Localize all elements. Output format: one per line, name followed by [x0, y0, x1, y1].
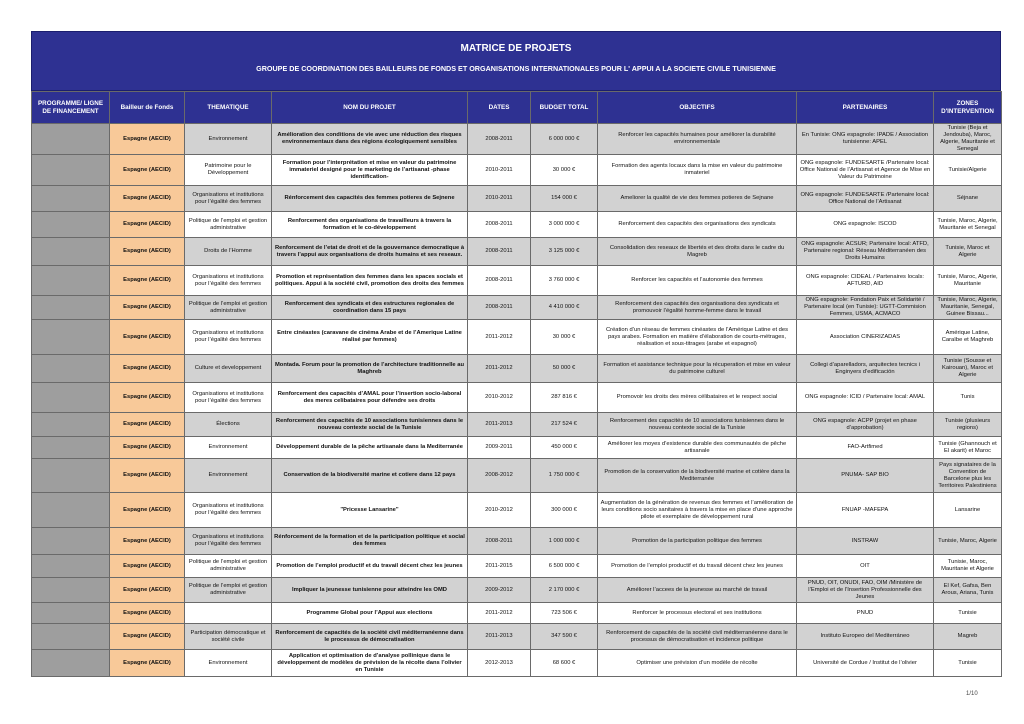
cell-projet: Promotion et représentation des femmes dans les spaces socials et politiques. Appui à la société civil, promotion des droits des femmes: [272, 266, 468, 296]
table-row: [32, 186, 1002, 212]
cell-programme: [32, 413, 110, 437]
table-row: [32, 296, 1002, 320]
table-row: [32, 528, 1002, 555]
cell-budget: 1 750 000 €: [531, 459, 598, 493]
cell-partenaires: Université de Cordue / Institut de l’olivier: [797, 650, 934, 677]
cell-programme: [32, 355, 110, 383]
page-title: MATRICE DE PROJETS: [460, 43, 572, 54]
cell-programme: [32, 238, 110, 266]
cell-objectifs: Promotion de la participation politique des femmes: [598, 528, 797, 555]
cell-bailleur: Espagne (AECID): [110, 266, 185, 296]
cell-partenaires: ONG espagnole: ACPP (projet en phase d’approbation): [797, 413, 934, 437]
cell-bailleur: Espagne (AECID): [110, 186, 185, 212]
cell-programme: [32, 383, 110, 413]
cell-objectifs: Création d’un réseau de femmes cinéastes de l’Amérique Latine et des pays arabes. Formation en matière d’élaboration de courts-métrages, réalisation et sous-titrages (arabe et espagnol): [598, 320, 797, 355]
cell-zones: Pays signataires de la Convention de Barcelone plus les Territoires Palestiniens: [934, 459, 1002, 493]
cell-dates: 2008-2011: [468, 124, 531, 155]
cell-zones: Amérique Latine, Caraïbe et Maghreb: [934, 320, 1002, 355]
cell-bailleur: Espagne (AECID): [110, 459, 185, 493]
cell-zones: Magreb: [934, 624, 1002, 650]
cell-thematique: Environnement: [185, 437, 272, 459]
cell-bailleur: Espagne (AECID): [110, 650, 185, 677]
cell-zones: Tunisie (Beja et Jendouba), Maroc, Algerie, Mauritanie et Senegal: [934, 124, 1002, 155]
col-header-budget: BUDGET TOTAL: [531, 92, 598, 124]
cell-dates: 2008-2011: [468, 212, 531, 238]
table-row: [32, 320, 1002, 355]
cell-zones: El Kef, Gafsa, Ben Arous, Ariana, Tunis: [934, 578, 1002, 603]
col-header-programme: PROGRAMME/ LIGNE DE FINANCEMENT: [32, 92, 110, 124]
cell-thematique: Organisations et institutions pour l’égalité des femmes: [185, 493, 272, 528]
cell-objectifs: Renforcement des capacités des organisations des syndicats et promouvoir l’égalité homme-femme dans le travail: [598, 296, 797, 320]
cell-objectifs: Consolidation des reseaux de libertés et des droits dans le cadre du Magreb: [598, 238, 797, 266]
table-row: [32, 124, 1002, 155]
cell-bailleur: Espagne (AECID): [110, 124, 185, 155]
cell-programme: [32, 650, 110, 677]
cell-bailleur: Espagne (AECID): [110, 383, 185, 413]
cell-budget: 723 506 €: [531, 603, 598, 624]
cell-zones: Tunisie: [934, 603, 1002, 624]
cell-partenaires: Association CINERIZADAS: [797, 320, 934, 355]
cell-budget: 3 000 000 €: [531, 212, 598, 238]
cell-partenaires: PNUD, OIT, ONUDI, FAO, OIM /Ministère de l’Emploi et de l’Insertion Professionnelle des Jeunes: [797, 578, 934, 603]
cell-partenaires: ONG espagnole: ICID / Partenaire local: AMAL: [797, 383, 934, 413]
cell-partenaires: ONG espagnole: FUNDESARTE /Partenaire local: Office National de l’Artisanat et Agence de Mise en Valeur du Patrimoine: [797, 155, 934, 186]
cell-bailleur: Espagne (AECID): [110, 320, 185, 355]
cell-bailleur: Espagne (AECID): [110, 296, 185, 320]
cell-thematique: Environnement: [185, 124, 272, 155]
col-header-bailleur: Bailleur de Fonds: [110, 92, 185, 124]
cell-projet: Renforcement de capacités de la société civil méditerranéenne dans le processus de démocratisation: [272, 624, 468, 650]
cell-zones: Tunisie: [934, 650, 1002, 677]
cell-budget: 287 816 €: [531, 383, 598, 413]
cell-programme: [32, 186, 110, 212]
cell-zones: Tunisie/Algerie: [934, 155, 1002, 186]
cell-projet: "Pricesse Lansarine": [272, 493, 468, 528]
cell-dates: 2011-2012: [468, 320, 531, 355]
cell-dates: 2010-2012: [468, 493, 531, 528]
cell-thematique: Élections: [185, 413, 272, 437]
cell-zones: Tunisie (Sousse et Kairouan), Maroc et Algerie: [934, 355, 1002, 383]
cell-programme: [32, 578, 110, 603]
cell-programme: [32, 266, 110, 296]
cell-objectifs: Renforcer le processus electoral et ses institutions: [598, 603, 797, 624]
cell-projet: Conservation de la biodiversité marine et cotiere dans 12 pays: [272, 459, 468, 493]
cell-dates: 2008-2011: [468, 266, 531, 296]
table-row: [32, 355, 1002, 383]
cell-partenaires: FNUAP -MAFEPA: [797, 493, 934, 528]
cell-budget: 300 000 €: [531, 493, 598, 528]
document-page: [31, 31, 1001, 677]
cell-thematique: Politique de l’emploi et gestion administrative: [185, 296, 272, 320]
cell-thematique: [185, 603, 272, 624]
table-row: [32, 624, 1002, 650]
cell-projet: Renforcement des capacités d’AMAL pour l’insertion socio-laboral des meres celibataires pour défendre ses droits: [272, 383, 468, 413]
col-header-dates: DATES: [468, 92, 531, 124]
cell-partenaires: ONG espagnole: ISCOD: [797, 212, 934, 238]
cell-budget: 450 000 €: [531, 437, 598, 459]
cell-zones: Tunis: [934, 383, 1002, 413]
cell-partenaires: PNUD: [797, 603, 934, 624]
cell-zones: Tunisie (Ghannouch et El akarit) et Maroc: [934, 437, 1002, 459]
cell-partenaires: ONG espagnole: FUNDESARTE /Partenaire local: Office National de l’Artisanat: [797, 186, 934, 212]
cell-objectifs: Renforcement de capacités de la société civil méditerranéenne dans le processus de démocratisation et incidence politique: [598, 624, 797, 650]
cell-zones: Tunisie, Maroc, Algerie: [934, 528, 1002, 555]
page-subtitle: GROUPE DE COORDINATION DES BAILLEURS DE FONDS ET ORGANISATIONS INTERNATIONALES POUR L' APPUI A LA SOCIETE CIVILE TUNISIENNE: [256, 64, 776, 73]
cell-objectifs: Augmentation de la génération de revenus des femmes et l’amélioration de leurs conditions socio sanitaires à travers la mise en place d’une approche pilote et exemplaire de développement rural: [598, 493, 797, 528]
cell-dates: 2010-2012: [468, 383, 531, 413]
cell-partenaires: ONG espagnole: Fondation Paix et Solidarité / Partenaire local (en Tunisie): UGTT-Commision Femmes, USMA, ACMACO: [797, 296, 934, 320]
cell-projet: Renforcement des capacités de 10 associations tunisiennes dans le nouveau contexte social de la Tunisie: [272, 413, 468, 437]
cell-dates: 2012-2013: [468, 650, 531, 677]
table-row: [32, 383, 1002, 413]
cell-projet: Application et optimisation de d’analyse pollinique dans le développement de modèles de prévision de la récolte dans l’olivier en Tunisie: [272, 650, 468, 677]
cell-objectifs: Promotion de l’emploi productif et du travail décent chez les jeunes: [598, 555, 797, 578]
cell-bailleur: Espagne (AECID): [110, 355, 185, 383]
cell-zones: Tunisie, Maroc, Algerie, Mauritanie, Senegal, Guinee Bissau...: [934, 296, 1002, 320]
cell-projet: Rénforcement de la formation et de la participation politique et social des femmes: [272, 528, 468, 555]
cell-thematique: Droits de l’Homme: [185, 238, 272, 266]
cell-programme: [32, 493, 110, 528]
cell-zones: Lansarine: [934, 493, 1002, 528]
cell-programme: [32, 555, 110, 578]
cell-bailleur: Espagne (AECID): [110, 437, 185, 459]
cell-partenaires: INSTRAW: [797, 528, 934, 555]
col-header-nom-projet: NOM DU PROJET: [272, 92, 468, 124]
cell-projet: Montada. Forum pour la promotion de l’architecture traditionnelle au Maghreb: [272, 355, 468, 383]
projects-table: [31, 91, 1002, 677]
cell-thematique: Patrimoine pour le Développement: [185, 155, 272, 186]
cell-projet: Amélioration des conditions de vie avec une réduction des risques environnementaux dans des régions écologiquement sensibles: [272, 124, 468, 155]
cell-dates: 2010-2011: [468, 155, 531, 186]
cell-projet: Entre cinéastes (caravane de cinéma Arabe et de l’Amerique Latine réalisé par femmes): [272, 320, 468, 355]
cell-partenaires: En Tunisie: ONG espagnole: IPADE / Association tunisienne: APEL: [797, 124, 934, 155]
table-row: [32, 266, 1002, 296]
cell-thematique: Organisations et institutions pour l’égalité des femmes: [185, 320, 272, 355]
cell-dates: 2010-2011: [468, 186, 531, 212]
cell-objectifs: Renforcer les capacités humaines pour améliorer la durabilité environnementale: [598, 124, 797, 155]
cell-bailleur: Espagne (AECID): [110, 555, 185, 578]
cell-bailleur: Espagne (AECID): [110, 493, 185, 528]
cell-budget: 30 000 €: [531, 320, 598, 355]
cell-dates: 2008-2012: [468, 459, 531, 493]
cell-programme: [32, 212, 110, 238]
col-header-objectifs: OBJECTIFS: [598, 92, 797, 124]
cell-thematique: Organisations et institutions pour l’égalité des femmes: [185, 266, 272, 296]
table-row: [32, 459, 1002, 493]
col-header-zones: ZONES D'INTERVENTION: [934, 92, 1002, 124]
cell-programme: [32, 437, 110, 459]
cell-objectifs: Promotion de la conservation de la biodiversité marine et cotière dans la Mediterranée: [598, 459, 797, 493]
cell-thematique: Environnement: [185, 650, 272, 677]
cell-objectifs: Renforcer les capacités et l’autonomie des femmes: [598, 266, 797, 296]
table-row: [32, 578, 1002, 603]
cell-partenaires: Collegi d’aparelladors, arquitectes tecnics i Enginyers d’edificación: [797, 355, 934, 383]
cell-zones: Tunisie, Maroc, Algerie, Mauritanie: [934, 266, 1002, 296]
cell-bailleur: Espagne (AECID): [110, 413, 185, 437]
cell-budget: 68 600 €: [531, 650, 598, 677]
cell-projet: Programme Global pour l’Appui aux elections: [272, 603, 468, 624]
cell-projet: Promotion de l’emploi productif et du travail décent chez les jeunes: [272, 555, 468, 578]
cell-programme: [32, 320, 110, 355]
cell-objectifs: Formation des agents locaux dans la mise en valeur du patrimoine inmateriel: [598, 155, 797, 186]
cell-objectifs: Renforcement des capacités de 10 associations tunisiennes dans le nouveau contexte social de la Tunisie: [598, 413, 797, 437]
cell-objectifs: Optimiser une prévision d’un modèle de récolte: [598, 650, 797, 677]
cell-bailleur: Espagne (AECID): [110, 155, 185, 186]
cell-thematique: Organisations et institutions pour l’égalité des femmes: [185, 383, 272, 413]
title-banner: [31, 31, 1001, 91]
cell-thematique: Environnement: [185, 459, 272, 493]
cell-dates: 2011-2013: [468, 413, 531, 437]
cell-budget: 2 170 000 €: [531, 578, 598, 603]
cell-programme: [32, 624, 110, 650]
cell-dates: 2011-2012: [468, 355, 531, 383]
cell-programme: [32, 296, 110, 320]
cell-zones: Tunisie (plusieurs regions): [934, 413, 1002, 437]
cell-zones: Tunisie, Maroc, Mauritanie et Algerie: [934, 555, 1002, 578]
cell-bailleur: Espagne (AECID): [110, 603, 185, 624]
cell-partenaires: ONG espagnole: ACSUR; Partenaire local: ATFD, Partenaire regional: Réseau Méditerranéen des Droits Humains: [797, 238, 934, 266]
cell-partenaires: ONG espagnole: CIDEAL / Partenaires locals: AFTURD, AID: [797, 266, 934, 296]
cell-projet: Renforcement des syndicats et des estructures regionales de coordination dans 15 pays: [272, 296, 468, 320]
table-row: [32, 493, 1002, 528]
cell-budget: 4 410 000 €: [531, 296, 598, 320]
cell-objectifs: Renforcement des capacités des organisations des syndicats: [598, 212, 797, 238]
cell-thematique: Organisations et institutions pour l’égalité des femmes: [185, 528, 272, 555]
cell-partenaires: PNUMA- SAP BIO: [797, 459, 934, 493]
cell-budget: 154 000 €: [531, 186, 598, 212]
cell-zones: Tunisie, Maroc et Algerie: [934, 238, 1002, 266]
cell-objectifs: Améliorer les moyes d’existence durable des communautés de pêche artisanale: [598, 437, 797, 459]
cell-projet: Formation pour l’interprétation et mise en valeur du patrimoine immateriel designé pour le marketing de l’artisanat -phase identification-: [272, 155, 468, 186]
cell-bailleur: Espagne (AECID): [110, 238, 185, 266]
cell-budget: 347 590 €: [531, 624, 598, 650]
cell-thematique: Culture et developpement: [185, 355, 272, 383]
col-header-thematique: THEMATIQUE: [185, 92, 272, 124]
table-row: [32, 555, 1002, 578]
cell-thematique: Politique de l’emploi et gestion administrative: [185, 555, 272, 578]
page-number: 1/10: [966, 691, 978, 697]
table-row: [32, 603, 1002, 624]
table-row: [32, 155, 1002, 186]
cell-dates: 2009-2012: [468, 578, 531, 603]
cell-projet: Renforcement des organisations de travailleurs à travers la formation et le co-développement: [272, 212, 468, 238]
cell-programme: [32, 459, 110, 493]
cell-projet: Impliquer la jeunesse tunisienne pour atteindre les OMD: [272, 578, 468, 603]
col-header-partenaires: PARTENAIRES: [797, 92, 934, 124]
cell-thematique: Politique de l’emploi et gestion administrative: [185, 212, 272, 238]
cell-thematique: Politique de l’emploi et gestion administrative: [185, 578, 272, 603]
cell-programme: [32, 155, 110, 186]
cell-budget: 50 000 €: [531, 355, 598, 383]
cell-projet: Développement durable de la pêche artisanale dans la Mediterranée: [272, 437, 468, 459]
cell-dates: 2008-2011: [468, 238, 531, 266]
cell-bailleur: Espagne (AECID): [110, 624, 185, 650]
cell-partenaires: Instituto Europeo del Mediterráneo: [797, 624, 934, 650]
cell-bailleur: Espagne (AECID): [110, 528, 185, 555]
cell-bailleur: Espagne (AECID): [110, 578, 185, 603]
table-row: [32, 437, 1002, 459]
cell-thematique: Organisations et institutions pour l’égalité des femmes: [185, 186, 272, 212]
cell-projet: Renforcement de l’etat de droit et de la gouvernance democratique à travers l’appui aux organisations de droits humains et ses reseaux.: [272, 238, 468, 266]
cell-objectifs: Promovoir les droits des mères célibataires et le respect social: [598, 383, 797, 413]
cell-budget: 6 500 000 €: [531, 555, 598, 578]
cell-objectifs: Améliorer l’accees de la jeunesse au marché de travail: [598, 578, 797, 603]
cell-zones: Séjnane: [934, 186, 1002, 212]
table-header-row: [32, 92, 1002, 124]
table-row: [32, 238, 1002, 266]
cell-projet: Rénforcement des capacités des femmes potieres de Sejnene: [272, 186, 468, 212]
cell-objectifs: Ameliorer la qualité de vie des femmes potieres de Sejnane: [598, 186, 797, 212]
cell-dates: 2011-2015: [468, 555, 531, 578]
cell-programme: [32, 528, 110, 555]
cell-budget: 217 524 €: [531, 413, 598, 437]
cell-budget: 1 000 000 €: [531, 528, 598, 555]
cell-thematique: Participation démocratique et société civile: [185, 624, 272, 650]
cell-budget: 6 000 000 €: [531, 124, 598, 155]
cell-dates: 2011-2013: [468, 624, 531, 650]
cell-programme: [32, 603, 110, 624]
cell-budget: 3 125 000 €: [531, 238, 598, 266]
cell-bailleur: Espagne (AECID): [110, 212, 185, 238]
cell-dates: 2008-2011: [468, 528, 531, 555]
cell-partenaires: FAO-Artfimed: [797, 437, 934, 459]
table-row: [32, 212, 1002, 238]
table-row: [32, 413, 1002, 437]
cell-dates: 2009-2011: [468, 437, 531, 459]
cell-budget: 30 000 €: [531, 155, 598, 186]
cell-dates: 2008-2011: [468, 296, 531, 320]
table-row: [32, 650, 1002, 677]
cell-partenaires: OIT: [797, 555, 934, 578]
cell-programme: [32, 124, 110, 155]
cell-objectifs: Formation et assistance technique pour la récuperation et mise en valeur du patrimoine culturel: [598, 355, 797, 383]
cell-budget: 3 760 000 €: [531, 266, 598, 296]
cell-zones: Tunisie, Maroc, Algerie, Mauritanie et Senegal: [934, 212, 1002, 238]
cell-dates: 2011-2012: [468, 603, 531, 624]
